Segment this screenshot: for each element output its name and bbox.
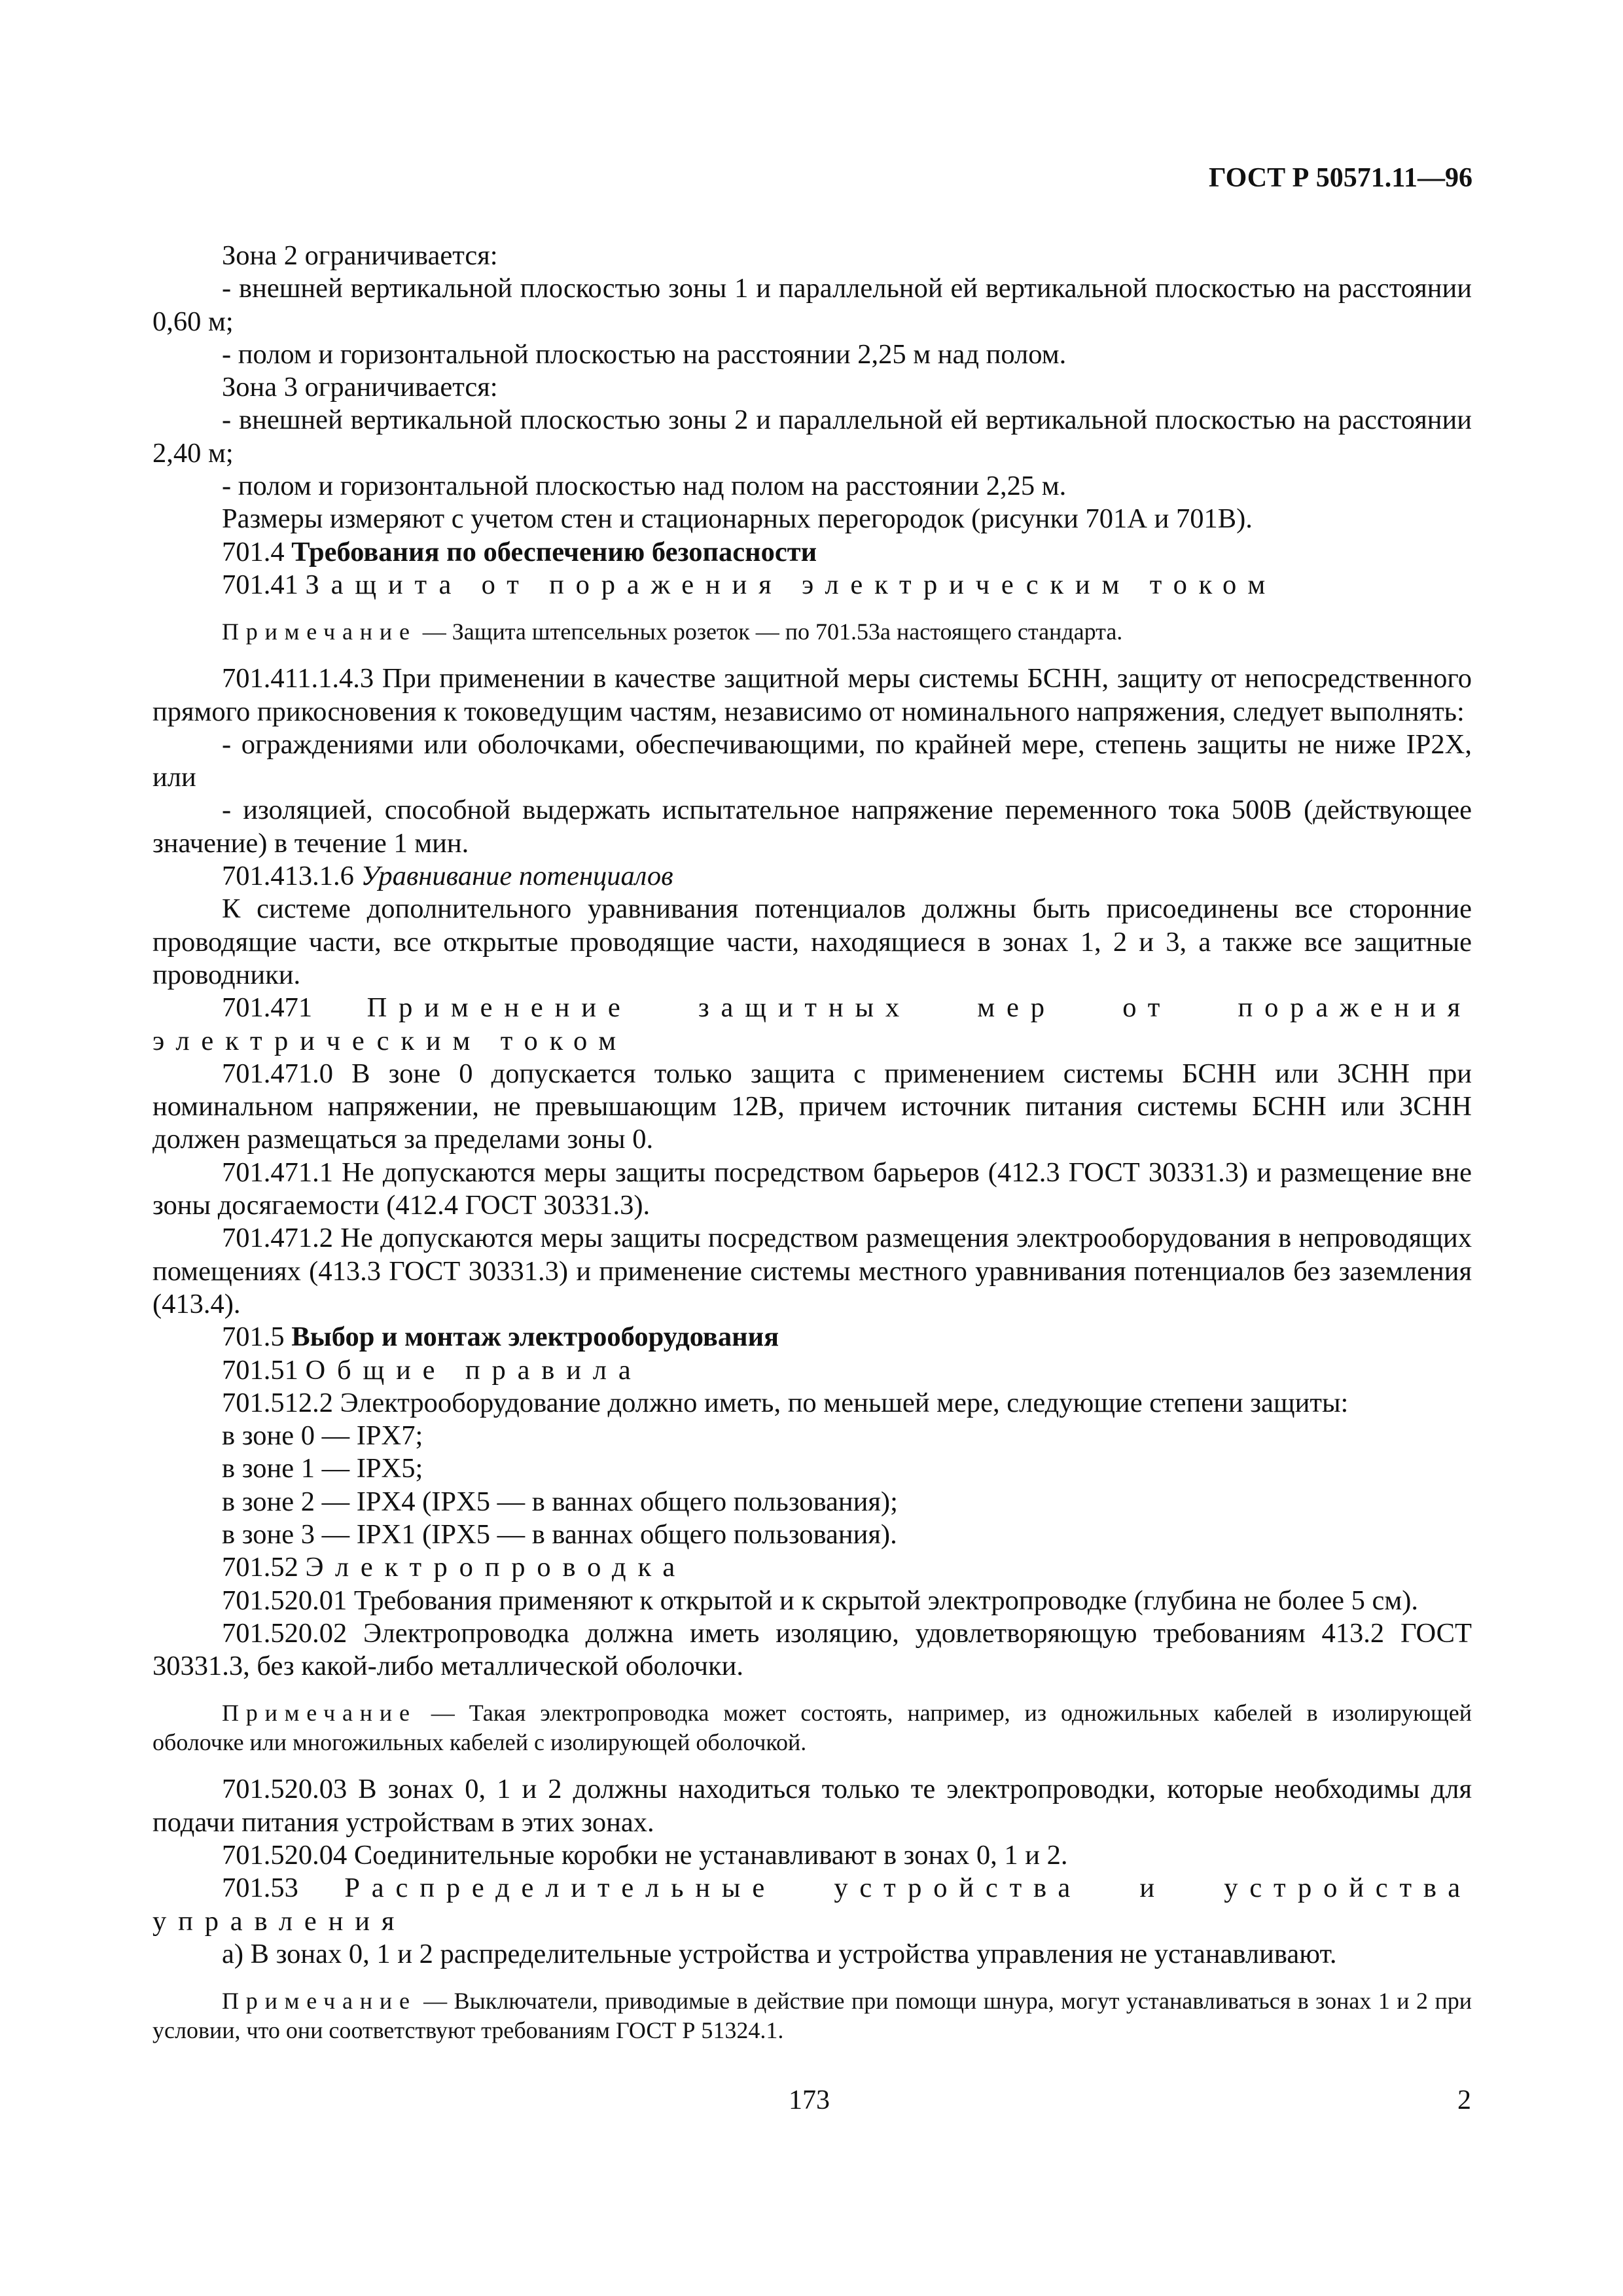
section-heading-701-4 bbox=[152, 536, 1472, 569]
note-text: — Выключатели, приводимые в действие при помощи шнура, могут устанавливаться в зонах 1 и 2 при условии, что они соответствуют требованиям ГОСТ Р 51324.1. bbox=[152, 1988, 1472, 2044]
paragraph: 701.411.1.4.3 При применении в качестве защитной меры системы БСНН, защиту от непосредственного прямого прикосновения к токоведущим частям, независимо от номинального напряжения, следует выполнять: bbox=[152, 663, 1472, 727]
paragraph: 701.471.1 Не допускаются меры защиты посредством барьеров (412.3 ГОСТ 30331.3) и размещение вне зоны досягаемости (412.4 ГОСТ 30331.3). bbox=[152, 1157, 1472, 1221]
section-title: Требования по обеспечению безопасности bbox=[291, 536, 817, 567]
section-heading-701-51 bbox=[152, 1354, 1472, 1387]
section-number: 701.413.1.6 bbox=[222, 861, 361, 892]
paragraph: а) В зонах 0, 1 и 2 распределительные устройства и устройства управления не устанавливают. bbox=[222, 1938, 1337, 1969]
document-body bbox=[152, 240, 1472, 2061]
section-title: Электропроводка bbox=[305, 1552, 687, 1583]
section-heading-701-41 bbox=[152, 569, 1472, 601]
section-heading-701-5 bbox=[152, 1321, 1472, 1354]
list-item: в зоне 3 — IPX1 (IPX5 — в ваннах общего пользования). bbox=[222, 1518, 897, 1550]
note-label: Примечание bbox=[222, 619, 417, 645]
paragraph: - внешней вертикальной плоскостью зоны 1 и параллельной ей вертикальной плоскостью на расстоянии 0,60 м; bbox=[152, 273, 1472, 337]
section-number: 701.51 bbox=[222, 1354, 306, 1386]
note-text: — Такая электропроводка может состоять, например, из одножильных кабелей в изолирующей оболочке или многожильных кабелей с изолирующей оболочкой. bbox=[152, 1700, 1472, 1756]
section-number: 701.41 bbox=[222, 569, 306, 600]
section-heading-701-471 bbox=[152, 992, 1472, 1058]
sheet-number: 2 bbox=[1457, 2085, 1471, 2115]
paragraph: К системе дополнительного уравнивания потенциалов должны быть присоединены все сторонние проводящие части, все открытые проводящие части, находящиеся в зонах 1, 2 и 3, а также все защитные проводники. bbox=[152, 893, 1472, 990]
note-label: Примечание bbox=[222, 1700, 417, 1727]
paragraph: 701.520.01 Требования применяют к открытой и к скрытой электропроводке (глубина не более 5 см). bbox=[222, 1585, 1419, 1616]
paragraph: - изоляцией, способной выдержать испытательное напряжение переменного тока 500В (действующее значение) в течение 1 мин. bbox=[152, 795, 1472, 859]
section-title: Распределительные устройства и устройства управления bbox=[152, 1873, 1472, 1937]
section-number: 701.5 bbox=[222, 1321, 292, 1353]
list-item: в зоне 1 — IPX5; bbox=[222, 1453, 423, 1484]
section-heading-701-53 bbox=[152, 1872, 1472, 1938]
paragraph: - ограждениями или оболочками, обеспечивающими, по крайней мере, степень защиты не ниже IP2X, или bbox=[152, 728, 1472, 793]
paragraph: Размеры измеряют с учетом стен и стационарных перегородок (рисунки 701А и 701В). bbox=[222, 503, 1253, 535]
note-3 bbox=[152, 1986, 1472, 2045]
list-item: в зоне 2 — IPX4 (IPX5 — в ваннах общего пользования); bbox=[222, 1486, 898, 1517]
section-number: 701.53 bbox=[222, 1873, 345, 1904]
paragraph: Зона 2 ограничивается: bbox=[222, 240, 498, 271]
section-title: Защита от поражения электрическим током bbox=[305, 569, 1277, 600]
note-1 bbox=[152, 617, 1472, 647]
paragraph: - полом и горизонтальной плоскостью над полом на расстоянии 2,25 м. bbox=[222, 471, 1067, 502]
section-title: Общие правила bbox=[305, 1354, 643, 1386]
note-text: — Защита штепсельных розеток — по 701.53а настоящего стандарта. bbox=[416, 619, 1123, 645]
paragraph: 701.520.04 Соединительные коробки не устанавливают в зонах 0, 1 и 2. bbox=[222, 1840, 1068, 1871]
section-title: Применение защитных мер от поражения электрическим током bbox=[152, 992, 1472, 1056]
section-heading-701-52 bbox=[152, 1551, 1472, 1584]
paragraph: 701.512.2 Электрооборудование должно иметь, по меньшей мере, следующие степени защиты: bbox=[222, 1387, 1349, 1418]
section-title: Уравнивание потенциалов bbox=[361, 861, 673, 892]
paragraph: - внешней вертикальной плоскостью зоны 2 и параллельной ей вертикальной плоскостью на расстоянии 2,40 м; bbox=[152, 404, 1472, 469]
note-2 bbox=[152, 1698, 1472, 1757]
paragraph: - полом и горизонтальной плоскостью на расстоянии 2,25 м над полом. bbox=[222, 338, 1067, 370]
page-number: 173 bbox=[789, 2085, 830, 2115]
paragraph: 701.471.2 Не допускаются меры защиты посредством размещения электрооборудования в непроводящих помещениях (413.3 ГОСТ 30331.3) и применение системы местного уравнивания потенциалов без заземления (413.4). bbox=[152, 1223, 1472, 1319]
paragraph: 701.471.0 В зоне 0 допускается только защита с применением системы БСНН или ЗСНН при номинальном напряжении, не превышающим 12В, причем источник питания системы БСНН или ЗСНН должен размещаться за пределами зоны 0. bbox=[152, 1058, 1472, 1155]
paragraph: 701.520.03 В зонах 0, 1 и 2 должны находиться только те электропроводки, которые необходимы для подачи питания устройствам в этих зонах. bbox=[152, 1774, 1472, 1838]
section-number: 701.4 bbox=[222, 536, 292, 567]
section-number: 701.471 bbox=[222, 992, 367, 1024]
paragraph: 701.520.02 Электропроводка должна иметь изоляцию, удовлетворяющую требованиям 413.2 ГОСТ 30331.3, без какой-либо металлической оболочки. bbox=[152, 1617, 1472, 1682]
section-number: 701.52 bbox=[222, 1552, 306, 1583]
paragraph: Зона 3 ограничивается: bbox=[222, 372, 498, 403]
note-label: Примечание bbox=[222, 1988, 417, 2015]
section-heading-701-413-1-6 bbox=[152, 860, 1472, 893]
document-header-id: ГОСТ Р 50571.11—96 bbox=[1208, 163, 1472, 193]
list-item: в зоне 0 — IPX7; bbox=[222, 1420, 423, 1452]
section-title: Выбор и монтаж электрооборудования bbox=[291, 1321, 779, 1353]
